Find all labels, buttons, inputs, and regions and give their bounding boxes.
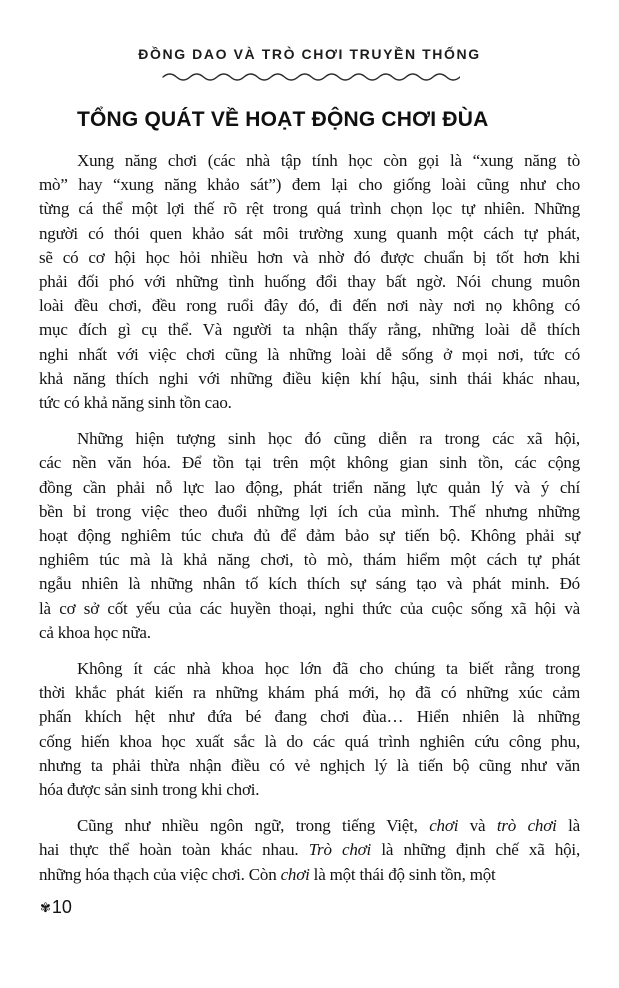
text-line bbox=[39, 778, 580, 802]
text-run: bền bỉ trong việc theo đuổi những lợi ích của mình. Thế nhưng những bbox=[39, 501, 580, 521]
text-run: là cơ sở cốt yếu của các huyền thoại, nghi thức của cuộc sống xã hội và bbox=[39, 598, 580, 618]
text-run: tức có khả năng sinh tồn cao. bbox=[39, 393, 232, 413]
text-line bbox=[39, 524, 580, 548]
text-line bbox=[39, 814, 580, 838]
page-footer bbox=[40, 897, 72, 918]
text-line bbox=[39, 476, 580, 500]
wavy-divider-line bbox=[160, 69, 460, 83]
text-run: những hóa thạch của việc chơi. Còn bbox=[39, 864, 281, 884]
text-line bbox=[39, 838, 580, 862]
running-header: ĐỒNG DAO VÀ TRÒ CHƠI TRUYỀN THỐNG bbox=[138, 46, 481, 62]
text-line bbox=[39, 657, 580, 681]
text-run: người có thói quen khảo sát môi trường xung quanh một cách tự phát, bbox=[39, 223, 580, 243]
text-run: Những hiện tượng sinh học đó cũng diễn ra trong các xã hội, bbox=[77, 429, 580, 449]
text-line bbox=[39, 451, 580, 475]
text-run: nhưng ta phải thừa nhận điều có vẻ nghịch lý là tiến bộ cũng như văn bbox=[39, 755, 580, 775]
text-line bbox=[39, 197, 580, 221]
text-line bbox=[39, 149, 580, 173]
text-run: sẽ có cơ hội học hỏi nhiều hơn và nhờ đó được chuẩn bị tốt hơn khi bbox=[39, 247, 580, 267]
text-line bbox=[39, 681, 580, 705]
text-run: khả năng thích nghi với những điều kiện khí hậu, sinh thái khác nhau, bbox=[39, 368, 580, 388]
florette-ornament-icon: ✾ bbox=[40, 900, 51, 915]
text-run: loài đều chơi, đều rong ruổi đây đó, đi đến nơi này nơi nọ không có bbox=[39, 296, 580, 316]
text-line bbox=[39, 863, 580, 887]
text-line bbox=[39, 754, 580, 778]
italic-run: trò chơi bbox=[496, 816, 557, 836]
text-line bbox=[39, 173, 580, 197]
text-line bbox=[39, 318, 580, 342]
paragraph bbox=[39, 814, 580, 887]
text-run: và bbox=[458, 816, 497, 836]
text-run: hoạt động nghiêm túc chưa đủ để đảm bảo sự tiến bộ. Không phải sự bbox=[39, 526, 580, 546]
text-run: các nền văn hóa. Để tồn tại trên một không gian sinh tồn, các cộng bbox=[39, 453, 580, 473]
text-run: Không ít các nhà khoa học lớn đã cho chúng ta biết rằng trong bbox=[77, 659, 580, 679]
text-line bbox=[39, 343, 580, 367]
text-line bbox=[39, 597, 580, 621]
text-line bbox=[39, 391, 580, 415]
text-run: mò” hay “xung năng khảo sát”) đem lại cho giống loài cũng như cho bbox=[39, 175, 580, 195]
page-number: 10 bbox=[51, 897, 72, 917]
italic-run: chơi bbox=[280, 864, 310, 884]
italic-run: Trò chơi bbox=[308, 840, 372, 860]
text-run: hai thực thể hoàn toàn khác nhau. bbox=[39, 840, 309, 860]
text-run: ngẫu nhiên là những nhân tố kích thích sự sáng tạo và phát minh. Đó bbox=[39, 574, 580, 594]
text-line bbox=[39, 294, 580, 318]
text-line bbox=[39, 427, 580, 451]
text-run: thời khắc phát kiến ra những khám phá mới, họ đã có những xúc cảm bbox=[39, 683, 580, 703]
wavy-divider bbox=[0, 69, 619, 83]
text-line bbox=[39, 705, 580, 729]
text-run: phấn khích hệt như đứa bé đang chơi đùa… Hiển nhiên là những bbox=[39, 707, 580, 727]
text-run: đồng cần phải nỗ lực lao động, phát triển năng lực quản lý và ý chí bbox=[39, 477, 580, 497]
text-run: là một thái độ sinh tồn, một bbox=[309, 864, 496, 884]
text-run: cả khoa học nữa. bbox=[39, 622, 151, 642]
text-run: hóa được sản sinh trong khi chơi. bbox=[39, 780, 260, 800]
text-run: từng cá thể một lợi thế rõ rệt trong quá trình chọn lọc tự nhiên. Những bbox=[39, 199, 580, 219]
text-line bbox=[39, 548, 580, 572]
text-line bbox=[39, 367, 580, 391]
text-line bbox=[39, 246, 580, 270]
body-text bbox=[39, 149, 580, 887]
italic-run: chơi bbox=[429, 816, 459, 836]
text-run: mục đích gì cụ thể. Và người ta nhận thấy rằng, những loài dễ thích bbox=[39, 320, 580, 340]
text-run: phải đối phó với những tình huống đổi thay bất ngờ. Nói chung muôn bbox=[39, 272, 580, 292]
section-title: TỔNG QUÁT VỀ HOẠT ĐỘNG CHƠI ĐÙA bbox=[77, 108, 489, 131]
text-run: là bbox=[556, 816, 580, 836]
text-line bbox=[39, 572, 580, 596]
text-line bbox=[39, 730, 580, 754]
text-line bbox=[39, 222, 580, 246]
text-run: là những định chế xã hội, bbox=[371, 840, 580, 860]
text-line bbox=[39, 500, 580, 524]
text-run: cống hiến khoa học xuất sắc là do các quá trình nghiên cứu công phu, bbox=[39, 731, 580, 751]
text-run: nghi nhất với việc chơi cũng là những loài dễ sống ở mọi nơi, tức có bbox=[39, 344, 580, 364]
text-run: nghiêm túc mà là khả năng chơi, tò mò, thám hiểm một cách tự phát bbox=[39, 550, 580, 570]
paragraph bbox=[39, 657, 580, 802]
text-line bbox=[39, 270, 580, 294]
paragraph bbox=[39, 149, 580, 415]
text-run: Cũng như nhiều ngôn ngữ, trong tiếng Việt, bbox=[77, 816, 430, 836]
text-line bbox=[39, 621, 580, 645]
paragraph bbox=[39, 427, 580, 645]
text-run: Xung năng chơi (các nhà tập tính học còn gọi là “xung năng tò bbox=[77, 151, 580, 170]
